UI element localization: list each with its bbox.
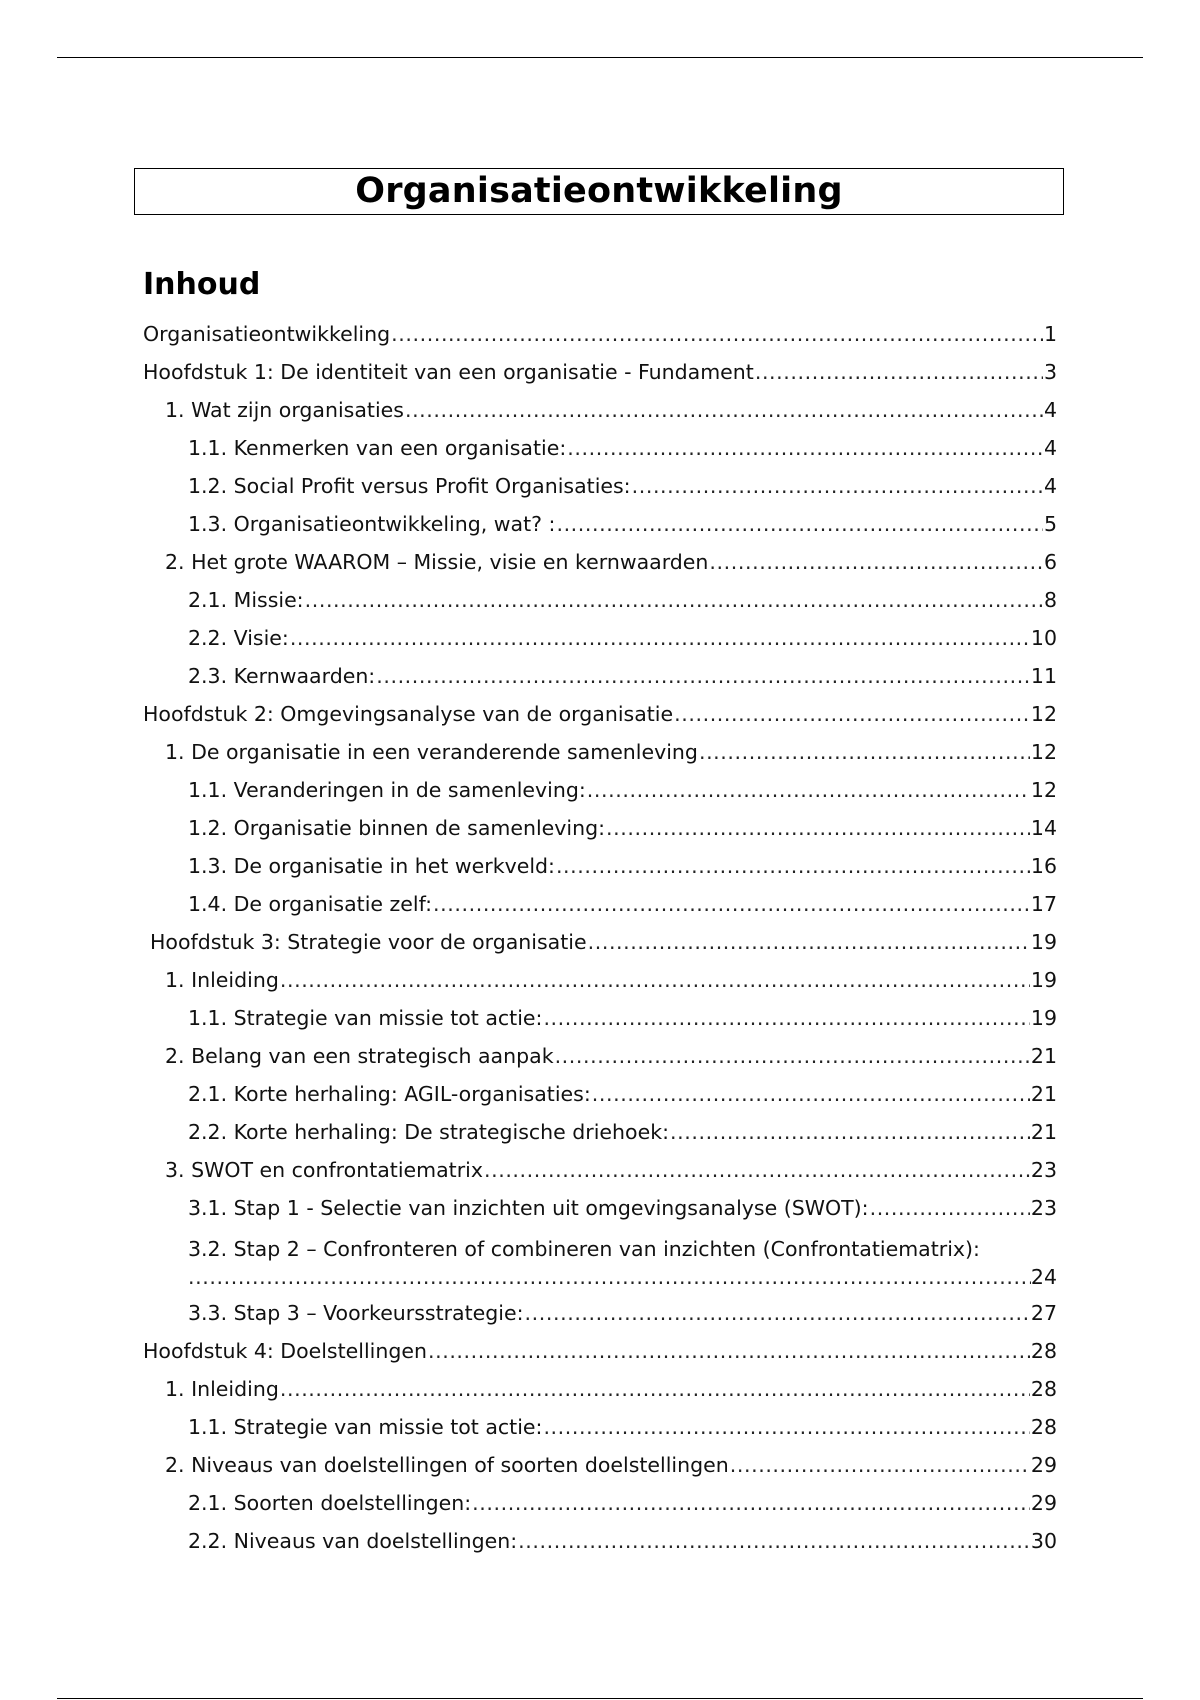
- footer-rule: [57, 1698, 1143, 1699]
- toc-leader-dots: [405, 391, 1043, 429]
- toc-entry-page: 10: [1030, 626, 1057, 650]
- toc-leader-dots: [670, 1113, 1030, 1151]
- toc-entry[interactable]: [0, 467, 1057, 505]
- toc-leader-dots: [632, 467, 1043, 505]
- toc-entry-label: 3. SWOT en confrontatiematrix: [165, 1158, 483, 1182]
- toc-entry-label: 2.1. Missie:: [188, 588, 304, 612]
- toc-leader-dots: [472, 1484, 1030, 1522]
- toc-entry[interactable]: [0, 809, 1057, 847]
- toc-entry-page: 29: [1030, 1491, 1057, 1515]
- toc-entry-page: 12: [1030, 740, 1057, 764]
- toc-entry-page: 28: [1030, 1415, 1057, 1439]
- toc-entry-label: 1.4. De organisatie zelf:: [188, 892, 432, 916]
- toc-entry[interactable]: [0, 619, 1057, 657]
- toc-entry[interactable]: [0, 1408, 1057, 1446]
- toc-entry[interactable]: [0, 1522, 1057, 1560]
- toc-leader-dots: [588, 923, 1030, 961]
- toc-entry-page: 27: [1030, 1301, 1057, 1325]
- toc-leader-dots: [391, 315, 1043, 353]
- header-rule: [57, 57, 1143, 58]
- toc-entry[interactable]: [0, 1075, 1057, 1113]
- toc-entry[interactable]: [0, 391, 1057, 429]
- toc-leader-dots: [709, 543, 1043, 581]
- toc-entry-page: 29: [1030, 1453, 1057, 1477]
- toc-entry-page: 12: [1030, 778, 1057, 802]
- toc-entry[interactable]: [0, 1446, 1057, 1484]
- toc-entry[interactable]: [0, 923, 1057, 961]
- toc-entry-page: 8: [1043, 588, 1057, 612]
- toc-entry-page: 21: [1030, 1120, 1057, 1144]
- toc-entry-page: 17: [1030, 892, 1057, 916]
- toc-entry-page: 5: [1043, 512, 1057, 536]
- toc-entry-label: 2. Niveaus van doelstellingen of soorten doelstellingen: [165, 1453, 729, 1477]
- toc-entry-label: 1.3. Organisatieontwikkeling, wat? :: [188, 512, 556, 536]
- toc-entry-label: Hoofdstuk 3: Strategie voor de organisatie: [150, 930, 587, 954]
- toc-entry-page: 28: [1030, 1339, 1057, 1363]
- toc-entry-label: 3.1. Stap 1 - Selectie van inzichten uit omgevingsanalyse (SWOT):: [188, 1196, 869, 1220]
- toc-leader-dots: [543, 999, 1029, 1037]
- toc-leader-dots: [484, 1151, 1030, 1189]
- toc-entry-label: Hoofdstuk 4: Doelstellingen: [143, 1339, 427, 1363]
- toc-leader-dots: [606, 809, 1030, 847]
- toc-entry[interactable]: [0, 885, 1057, 923]
- document-title: Organisatieontwikkeling: [355, 171, 843, 211]
- toc-leader-dots: [592, 1075, 1030, 1113]
- toc-entry-label: 2. Het grote WAAROM – Missie, visie en kernwaarden: [165, 550, 709, 574]
- toc-entry-page: 12: [1030, 702, 1057, 726]
- toc-leader-dots: [587, 771, 1030, 809]
- toc-entry-label: 2.2. Niveaus van doelstellingen:: [188, 1529, 518, 1553]
- toc-entry-page: 16: [1030, 854, 1057, 878]
- toc-entry-page: 23: [1030, 1158, 1057, 1182]
- toc-entry[interactable]: [0, 543, 1057, 581]
- toc-entry-label: 1.2. Social Profit versus Profit Organisaties:: [188, 474, 631, 498]
- toc-entry-page: 24: [1030, 1265, 1057, 1289]
- toc-leader-dots: [525, 1294, 1030, 1332]
- toc-entry-label: 1. De organisatie in een veranderende samenleving: [165, 740, 698, 764]
- toc-entry[interactable]: [0, 429, 1057, 467]
- toc-leader-dots: [433, 885, 1030, 923]
- toc-entry-label: Hoofdstuk 1: De identiteit van een organisatie - Fundament: [143, 360, 754, 384]
- toc-leader-dots: [556, 847, 1030, 885]
- toc-entry-label: 2.2. Korte herhaling: De strategische driehoek:: [188, 1120, 669, 1144]
- toc-entry-label: 1.2. Organisatie binnen de samenleving:: [188, 816, 606, 840]
- toc-entry-label: 1.1. Strategie van missie tot actie:: [188, 1415, 543, 1439]
- toc-entry[interactable]: [0, 1332, 1057, 1370]
- toc-entry-label: 1.1. Veranderingen in de samenleving:: [188, 778, 586, 802]
- toc-entry[interactable]: [0, 847, 1057, 885]
- toc-leader-dots: [699, 733, 1030, 771]
- toc-entry-label: 2.3. Kernwaarden:: [188, 664, 376, 688]
- toc-entry[interactable]: [0, 999, 1057, 1037]
- toc-entry-page: 4: [1043, 474, 1057, 498]
- toc-entry-page: 14: [1030, 816, 1057, 840]
- toc-leader-dots: [290, 619, 1030, 657]
- toc-entry-page: 4: [1043, 436, 1057, 460]
- toc-entry[interactable]: [0, 733, 1057, 771]
- toc-leader-dots: [376, 657, 1030, 695]
- toc-entry-label: 1. Wat zijn organisaties: [165, 398, 404, 422]
- toc-entry-label: Organisatieontwikkeling: [143, 322, 391, 346]
- toc-entry[interactable]: [0, 581, 1057, 619]
- toc-leader-dots: [188, 1263, 1031, 1291]
- toc-entry[interactable]: [0, 353, 1057, 391]
- toc-leader-dots: [755, 353, 1043, 391]
- toc-entry[interactable]: [0, 1294, 1057, 1332]
- toc-entry[interactable]: [0, 695, 1057, 733]
- toc-leader-dots: [556, 505, 1043, 543]
- toc-entry-page: 11: [1030, 664, 1057, 688]
- toc-entry-page: 6: [1043, 550, 1057, 574]
- toc-entry[interactable]: [0, 961, 1057, 999]
- toc-entry-page: 1: [1043, 322, 1057, 346]
- toc-entry-label: 2. Belang van een strategisch aanpak: [165, 1044, 554, 1068]
- toc-entry-page: 21: [1030, 1082, 1057, 1106]
- toc-entry[interactable]: [0, 1113, 1057, 1151]
- toc-entry-label: 2.1. Soorten doelstellingen:: [188, 1491, 472, 1515]
- toc-entry-label: 2.1. Korte herhaling: AGIL-organisaties:: [188, 1082, 591, 1106]
- toc-entry-label: 3.2. Stap 2 – Confronteren of combineren van inzichten (Confrontatiematrix):: [188, 1237, 980, 1261]
- toc-entry[interactable]: [0, 1189, 1057, 1227]
- toc-entry[interactable]: [0, 771, 1057, 809]
- toc-entry[interactable]: [0, 657, 1057, 695]
- toc-entry[interactable]: [0, 315, 1057, 353]
- toc-leader-dots: [428, 1332, 1030, 1370]
- toc-entry[interactable]: [0, 1151, 1057, 1189]
- toc-leader-dots: [305, 581, 1043, 619]
- toc-entry[interactable]: [0, 1484, 1057, 1522]
- toc-leader-dots: [674, 695, 1030, 733]
- toc-entry[interactable]: [188, 1235, 1057, 1291]
- toc-entry-page: 3: [1043, 360, 1057, 384]
- toc-leader-dots: [280, 961, 1030, 999]
- toc-entry[interactable]: [0, 505, 1057, 543]
- toc-entry-label: 3.3. Stap 3 – Voorkeursstrategie:: [188, 1301, 524, 1325]
- toc-entry-label: 1. Inleiding: [165, 1377, 279, 1401]
- toc-leader-dots: [280, 1370, 1030, 1408]
- toc-leader-dots: [543, 1408, 1029, 1446]
- toc-entry-label: Hoofdstuk 2: Omgevingsanalyse van de organisatie: [143, 702, 674, 726]
- toc-entry-page: 21: [1030, 1044, 1057, 1068]
- toc-entry-page: 19: [1030, 930, 1057, 954]
- toc-leader-dots: [730, 1446, 1030, 1484]
- toc-entry-page: 30: [1030, 1529, 1057, 1553]
- toc-entry-page: 28: [1030, 1377, 1057, 1401]
- toc-entry-label: 1. Inleiding: [165, 968, 279, 992]
- toc-entry[interactable]: [0, 1370, 1057, 1408]
- toc-entry-label: 1.1. Kenmerken van een organisatie:: [188, 436, 567, 460]
- toc-entry[interactable]: [0, 1037, 1057, 1075]
- toc-entry-page: 23: [1030, 1196, 1057, 1220]
- toc-leader-dots: [870, 1189, 1030, 1227]
- toc-entry-label: 2.2. Visie:: [188, 626, 289, 650]
- document-title-box: [134, 168, 1064, 215]
- toc-leader-dots: [555, 1037, 1030, 1075]
- toc-entry-label: 1.1. Strategie van missie tot actie:: [188, 1006, 543, 1030]
- toc-entry-page: 19: [1030, 968, 1057, 992]
- toc-entry-label: 1.3. De organisatie in het werkveld:: [188, 854, 555, 878]
- toc-entry-page: 4: [1043, 398, 1057, 422]
- toc-leader-dots: [567, 429, 1043, 467]
- toc-leader-dots: [518, 1522, 1030, 1560]
- toc-heading: Inhoud: [143, 267, 261, 302]
- toc-entry-page: 19: [1030, 1006, 1057, 1030]
